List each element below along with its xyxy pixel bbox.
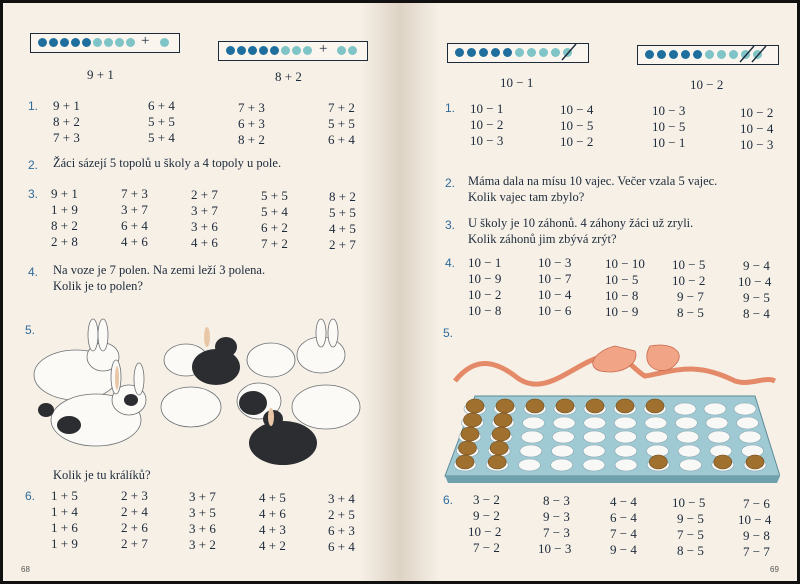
word-problem-line: U školy je 10 záhonů. 4 záhony žáci už zryli. [468,216,694,230]
equation: 6 + 4 [328,539,355,554]
equation: 7 + 2 [261,236,288,251]
equation: 3 + 6 [191,219,218,234]
chocolate [466,399,484,413]
paper-cup [518,459,540,471]
paper-cup [584,417,606,429]
plus-sign: + [319,41,328,57]
equation: 10 − 4 [560,102,594,117]
chocolate [646,399,664,413]
equation: 8 − 5 [677,305,704,320]
page-number: 69 [770,565,779,574]
equation: 10 − 2 [468,287,502,302]
exercise-number: 5. [25,323,36,337]
paper-cup [734,403,756,415]
equation: 7 + 3 [238,100,265,115]
exercise-number: 5. [443,326,454,340]
equation: 1 + 4 [51,504,78,519]
chocolate [586,399,604,413]
equation: 10 − 8 [468,303,502,318]
equation: 10 − 4 [740,121,774,136]
equation: 10 − 9 [468,271,502,286]
equation: 4 + 3 [259,522,286,537]
equation: 3 + 7 [189,489,216,504]
equation: 7 + 2 [328,100,355,115]
paper-cup [552,431,574,443]
light-dot [104,38,113,47]
page-number: 68 [21,565,30,574]
equation: 7 − 7 [743,544,770,559]
equation: 4 + 2 [259,538,286,553]
equation: 2 + 3 [121,488,148,503]
rabbits-illustration [21,315,371,470]
equation: 9 − 5 [743,290,770,305]
paper-cup [708,431,730,443]
paper-cup [615,459,637,471]
light-dot [539,48,548,57]
equation: 7 − 3 [543,525,570,540]
equation: 10 − 3 [740,137,774,152]
light-dot [717,50,726,59]
paper-cup [677,431,699,443]
equation: 10 − 4 [738,512,772,527]
chocolate [456,455,474,469]
dark-dot [503,48,512,57]
dark-dot [455,48,464,57]
paper-cup [520,445,542,457]
chocolate [490,441,508,455]
paper-cup [674,403,696,415]
equation: 9 − 7 [677,289,704,304]
paper-cup [521,431,543,443]
equation: 10 − 2 [560,134,594,149]
dot-counter-box-10-2 [637,45,779,65]
chocolate [714,455,732,469]
equation: 10 − 2 [470,117,504,132]
light-dot [93,38,102,47]
dark-dot [237,46,246,55]
equation: 10 − 10 [605,256,645,271]
dark-dot [479,48,488,57]
light-dot [126,38,135,47]
light-dot [705,50,714,59]
equation: 2 + 4 [121,504,148,519]
chocolate [488,455,506,469]
equation: 10 − 3 [652,103,686,118]
equation: 4 − 4 [610,494,637,509]
paper-cup [706,417,728,429]
light-dot [281,46,290,55]
dark-dot [270,46,279,55]
chocolate [492,427,510,441]
equation: 8 − 5 [677,543,704,558]
equation: 2 + 7 [329,237,356,252]
equation: 10 − 2 [468,524,502,539]
equation: 8 + 2 [329,189,356,204]
dark-dot [467,48,476,57]
equation: 9 − 4 [743,258,770,273]
equation: 8 + 2 [51,218,78,233]
equation: 5 + 5 [148,114,175,129]
equation: 10 − 5 [605,272,639,287]
equation: 8 − 3 [543,493,570,508]
word-problem-line: Na voze je 7 polen. Na zemi leží 3 polena. [53,263,266,277]
dark-dot [681,50,690,59]
equation: 3 + 6 [189,521,216,536]
equation: 3 − 2 [473,492,500,507]
light-dot [729,50,738,59]
equation: 9 − 5 [677,511,704,526]
equation: 10 − 2 [740,105,774,120]
equation: 10 − 6 [538,303,572,318]
dot-counter-box-10-1 [447,43,589,63]
light-dot [527,48,536,57]
equation: 5 + 5 [261,188,288,203]
equation: 10 − 4 [738,274,772,289]
equation: 9 + 1 [53,98,80,113]
left-page [3,3,400,581]
dark-dot [49,38,58,47]
dot-box-caption: 10 − 1 [500,75,534,90]
paper-cup [678,445,700,457]
chocolate [616,399,634,413]
chocolate [494,413,512,427]
equation: 10 − 5 [672,495,706,510]
exercise-number: 2. [28,158,39,172]
equation: 10 − 3 [538,255,572,270]
chocolate [464,413,482,427]
word-problem: Žáci sázejí 5 topolů u školy a 4 topoly u pole. [53,156,282,170]
light-dot [551,48,560,57]
dark-dot [693,50,702,59]
equation: 6 + 3 [238,116,265,131]
paper-cup [583,445,605,457]
dark-dot [71,38,80,47]
light-dot [292,46,301,55]
equation: 10 − 1 [468,255,502,270]
dark-dot [226,46,235,55]
equation: 1 + 5 [51,488,78,503]
equation: 8 + 2 [238,132,265,147]
exercise-number: 1. [28,99,39,113]
dark-dot [645,50,654,59]
chocolate [649,455,667,469]
equation: 2 + 5 [328,507,355,522]
chocolate [746,455,764,469]
exercise-number: 6. [443,493,454,507]
equation: 6 + 4 [148,98,175,113]
dark-dot [38,38,47,47]
equation: 10 − 1 [470,101,504,116]
equation: 9 − 4 [610,542,637,557]
equation: 7 − 5 [677,527,704,542]
chocolate [526,399,544,413]
dark-dot [60,38,69,47]
light-dot [115,38,124,47]
chocolate [556,399,574,413]
equation: 6 + 4 [121,218,148,233]
equation: 10 − 1 [652,135,686,150]
dot-box-caption: 10 − 2 [690,77,724,92]
paper-cup [615,445,637,457]
dark-dot [657,50,666,59]
exercise-number: 2. [445,176,456,190]
exercise-number: 6. [25,489,36,503]
equation: 4 + 6 [191,235,218,250]
equation: 10 − 5 [672,257,706,272]
equation: 2 + 6 [121,520,148,535]
equation: 5 + 4 [148,130,175,145]
equation: 9 − 3 [543,509,570,524]
chocolate [461,427,479,441]
equation: 10 − 7 [538,271,572,286]
equation: 10 − 5 [652,119,686,134]
chocolate [496,399,514,413]
equation: 10 − 5 [560,118,594,133]
dark-dot [669,50,678,59]
equation: 3 + 5 [189,505,216,520]
equation: 6 + 2 [261,220,288,235]
chocolates-grid [435,341,780,491]
chocolate [459,441,477,455]
paper-cup [675,417,697,429]
equation: 4 + 5 [259,490,286,505]
paper-cup [523,417,545,429]
equation: 9 + 1 [51,186,78,201]
equation: 3 + 4 [328,491,355,506]
equation: 7 − 4 [610,526,637,541]
equation: 8 − 4 [743,306,770,321]
paper-cup [737,417,759,429]
paper-cup [552,445,574,457]
word-problem-question: Kolik je to polen? [53,279,143,293]
dot-counter-box-8-2 [218,41,368,61]
paper-cup [646,431,668,443]
light-dot [348,46,357,55]
equation: 10 − 3 [538,541,572,556]
paper-cup [551,459,573,471]
equation: 1 + 6 [51,520,78,535]
light-dot [515,48,524,57]
light-dot [160,38,169,47]
rabbit-question: Kolik je tu králíků? [53,468,151,482]
equation: 4 + 6 [259,506,286,521]
equation: 7 + 3 [53,130,80,145]
equation: 4 + 5 [329,221,356,236]
exercise-number: 3. [445,218,456,232]
equation: 1 + 9 [51,202,78,217]
paper-cup [553,417,575,429]
equation: 5 + 5 [328,116,355,131]
dark-dot [259,46,268,55]
equation: 10 − 8 [605,288,639,303]
equation: 5 + 4 [261,204,288,219]
equation: 7 − 6 [743,496,770,511]
equation: 5 + 5 [329,205,356,220]
equation: 6 − 4 [610,510,637,525]
dot-box-caption: 9 + 1 [87,67,114,82]
equation: 10 − 4 [538,287,572,302]
paper-cup [583,459,605,471]
exercise-number: 4. [445,256,456,270]
equation: 10 − 3 [470,133,504,148]
dot-box-caption: 8 + 2 [275,69,302,84]
paper-cup [680,459,702,471]
equation: 9 − 8 [743,528,770,543]
plus-sign: + [141,33,150,49]
equation: 9 − 2 [473,508,500,523]
paper-cup [704,403,726,415]
equation: 3 + 7 [121,202,148,217]
equation: 3 + 7 [191,203,218,218]
dark-dot [491,48,500,57]
equation: 8 + 2 [53,114,80,129]
paper-cup [739,431,761,443]
equation: 2 + 8 [51,234,78,249]
word-problem-line: Máma dala na mísu 10 vajec. Večer vzala 5 vajec. [468,174,718,188]
equation: 6 + 4 [328,132,355,147]
equation: 10 − 9 [605,304,639,319]
right-page [400,3,797,581]
equation: 2 + 7 [121,536,148,551]
exercise-number: 4. [28,265,39,279]
equation: 10 − 2 [672,273,706,288]
equation: 4 + 6 [121,234,148,249]
exercise-number: 1. [445,101,456,115]
word-problem-question: Kolik vajec tam zbylo? [468,190,585,204]
equation: 3 + 2 [189,537,216,552]
dot-counter-box-9-1 [30,33,180,53]
paper-cup [645,417,667,429]
cross-out-mark [738,44,770,64]
cross-out-mark [560,42,578,62]
light-dot [337,46,346,55]
paper-cup [614,417,636,429]
equation: 1 + 9 [51,536,78,551]
equation: 6 + 3 [328,523,355,538]
exercise-number: 3. [28,187,39,201]
dark-dot [248,46,257,55]
equation: 7 − 2 [473,540,500,555]
equation: 7 + 3 [121,186,148,201]
dark-dot [82,38,91,47]
light-dot [303,46,312,55]
paper-cup [583,431,605,443]
word-problem-question: Kolik záhonů jim zbývá zrýt? [468,232,617,246]
paper-cup [615,431,637,443]
equation: 2 + 7 [191,187,218,202]
